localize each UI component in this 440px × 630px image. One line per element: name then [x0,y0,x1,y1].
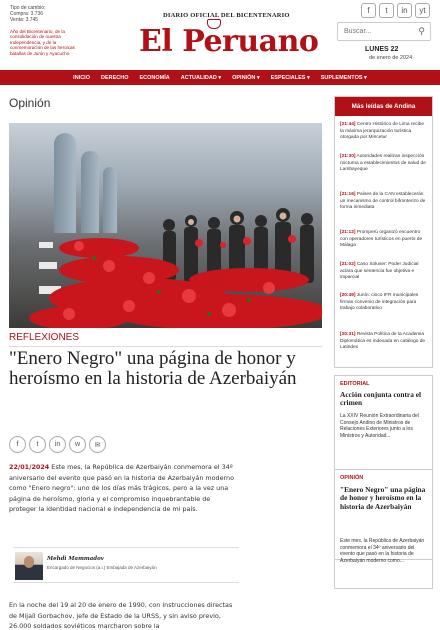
opinion-tag: OPINIÓN [340,475,364,481]
most-read-title: Más leídas de Andina [335,97,432,116]
search-box [337,22,431,41]
search-icon[interactable]: ⚲ [418,26,425,36]
linkedin-share-icon[interactable]: in [49,436,66,453]
article-photo [9,123,322,328]
exchange-sell: Venta: 3.745 [10,17,39,23]
date-day: LUNES 22 [365,46,399,53]
editorial-title[interactable]: Acción conjunta contra el crimen [340,390,422,408]
article-kicker: REFLEXIONES [9,332,80,343]
section-title: Opinión [9,96,51,110]
facebook-icon[interactable]: f [361,3,376,18]
opinion-title[interactable]: "Enero Negro" una página de honor y heroísmo en la historia de Azerbaiyán [340,485,426,511]
main-nav [0,70,440,85]
site-header [0,0,440,70]
most-read-panel [334,96,433,368]
site-logo[interactable]: El Peruano [139,24,319,59]
nav-item-economia[interactable]: ECONOMÍA [139,74,170,81]
exchange-buy: Compra: 3.736 [10,11,44,17]
nav-item-derecho[interactable]: DERECHO [100,74,129,81]
exchange-rate [10,5,45,23]
article-date: 22/01/2024 [9,463,50,471]
tagline: DIARIO OFICIAL DEL BICENTENARIO [163,12,290,19]
editorial-text: La XXIV Reunión Extraordinaria del Consejo Andino de Ministros de Relaciones Exteriores junto a los Ministros y Autoridad... [340,413,419,440]
exchange-title: Tipo de cambio: [10,5,46,11]
nav-item-especiales[interactable]: ESPECIALES ▾ [270,74,310,81]
date-full: de enero de 2024 [369,55,413,61]
editorial-tag: EDITORIAL [340,381,370,387]
nav-item-actualidad[interactable]: ACTUALIDAD ▾ [180,74,222,81]
most-read-item[interactable]: [21:44] Centro Histórico de Lima recibe la máxima jerarquización turística otorgada por Mincetur [340,122,424,140]
share-buttons [9,436,106,453]
author-name: Mehdi Mammadov [47,556,105,562]
article-lead-text: Este mes, la República de Azerbaiyán conmemora el 34º aniversario del evento que pasó en la historia de Azerbaiyán moderno como "Enero negro": uno de los días más trágicos, pero a la vez una página de heroísmo, gloria y el compromiso inquebrantable de proteger la identidad nacional e independencia de mi país. [9,463,235,513]
most-read-item[interactable]: [20:49] Junín: cinco IFR municipales firman convenio de integración para trabajo colaborativo [340,293,419,311]
whatsapp-share-icon[interactable]: w [69,436,86,453]
nav-item-inicio[interactable]: INICIO [73,74,90,81]
most-read-item[interactable]: [21:16] Países de la CAN establecerán un mecanismo de control bifronterizo de forma inmediata [340,192,426,210]
opinion-card[interactable] [334,469,433,589]
author-role: Encargado de Negocios (a.i.) Embajada de Azerbaiyán [47,565,157,570]
search-input[interactable] [344,28,414,35]
most-read-item[interactable]: [21:30] Autoridades realizan inspección nocturna a establecimientos de salud de Lambayeque [340,154,426,172]
instagram-icon[interactable]: in [397,3,412,18]
article-body: En la noche del 19 al 20 de enero de 1990, con instrucciones directas de Mijaíl Gorbachov, jefe de Estado de la URSS, y sin aviso previo, 26.000 soldados soviéticos marcharon sobre la [9,601,233,630]
bicentennial-text: Año del Bicentenario, de la consolidación de nuestra Independencia, y de la conmemoración de las heroicas batallas de Junín y Ayacucho [10,29,75,56]
article-lead [9,462,239,515]
twitter-share-icon[interactable]: t [29,436,46,453]
email-share-icon[interactable]: ✉ [89,436,106,453]
author-avatar [15,552,43,580]
social-links [361,3,430,18]
article-title: "Enero Negro" una página de honor y heroísmo en la historia de Azerbaiyán [9,348,297,389]
divider [9,346,322,347]
author-box [13,547,239,583]
nav-item-suplementos[interactable]: SUPLEMENTOS ▾ [320,74,367,81]
twitter-icon[interactable]: t [379,3,394,18]
nav-item-opinion[interactable]: OPINIÓN ▾ [232,74,260,81]
most-read-item[interactable]: [21:12] Promperú organizó encuentro con operadores turísticos en puerto de Málaga [340,230,423,248]
youtube-icon[interactable]: yt [415,3,430,18]
most-read-item[interactable]: [20:31] Revista Política de la Academia Diplomática es indexada en catálogo de Latindex [340,332,426,350]
opinion-text: Este mes, la República de Azerbaiyán conmemora el 34º aniversario del evento que pasó en la historia de Azerbaiyán moderno como... [340,538,425,565]
carnations-image [9,218,322,328]
facebook-share-icon[interactable]: f [9,436,26,453]
most-read-item[interactable]: [21:02] Caso Soluser: Poder Judicial aclara que sentencia fue objetiva e imparcial [340,262,419,280]
article-column [9,96,324,630]
